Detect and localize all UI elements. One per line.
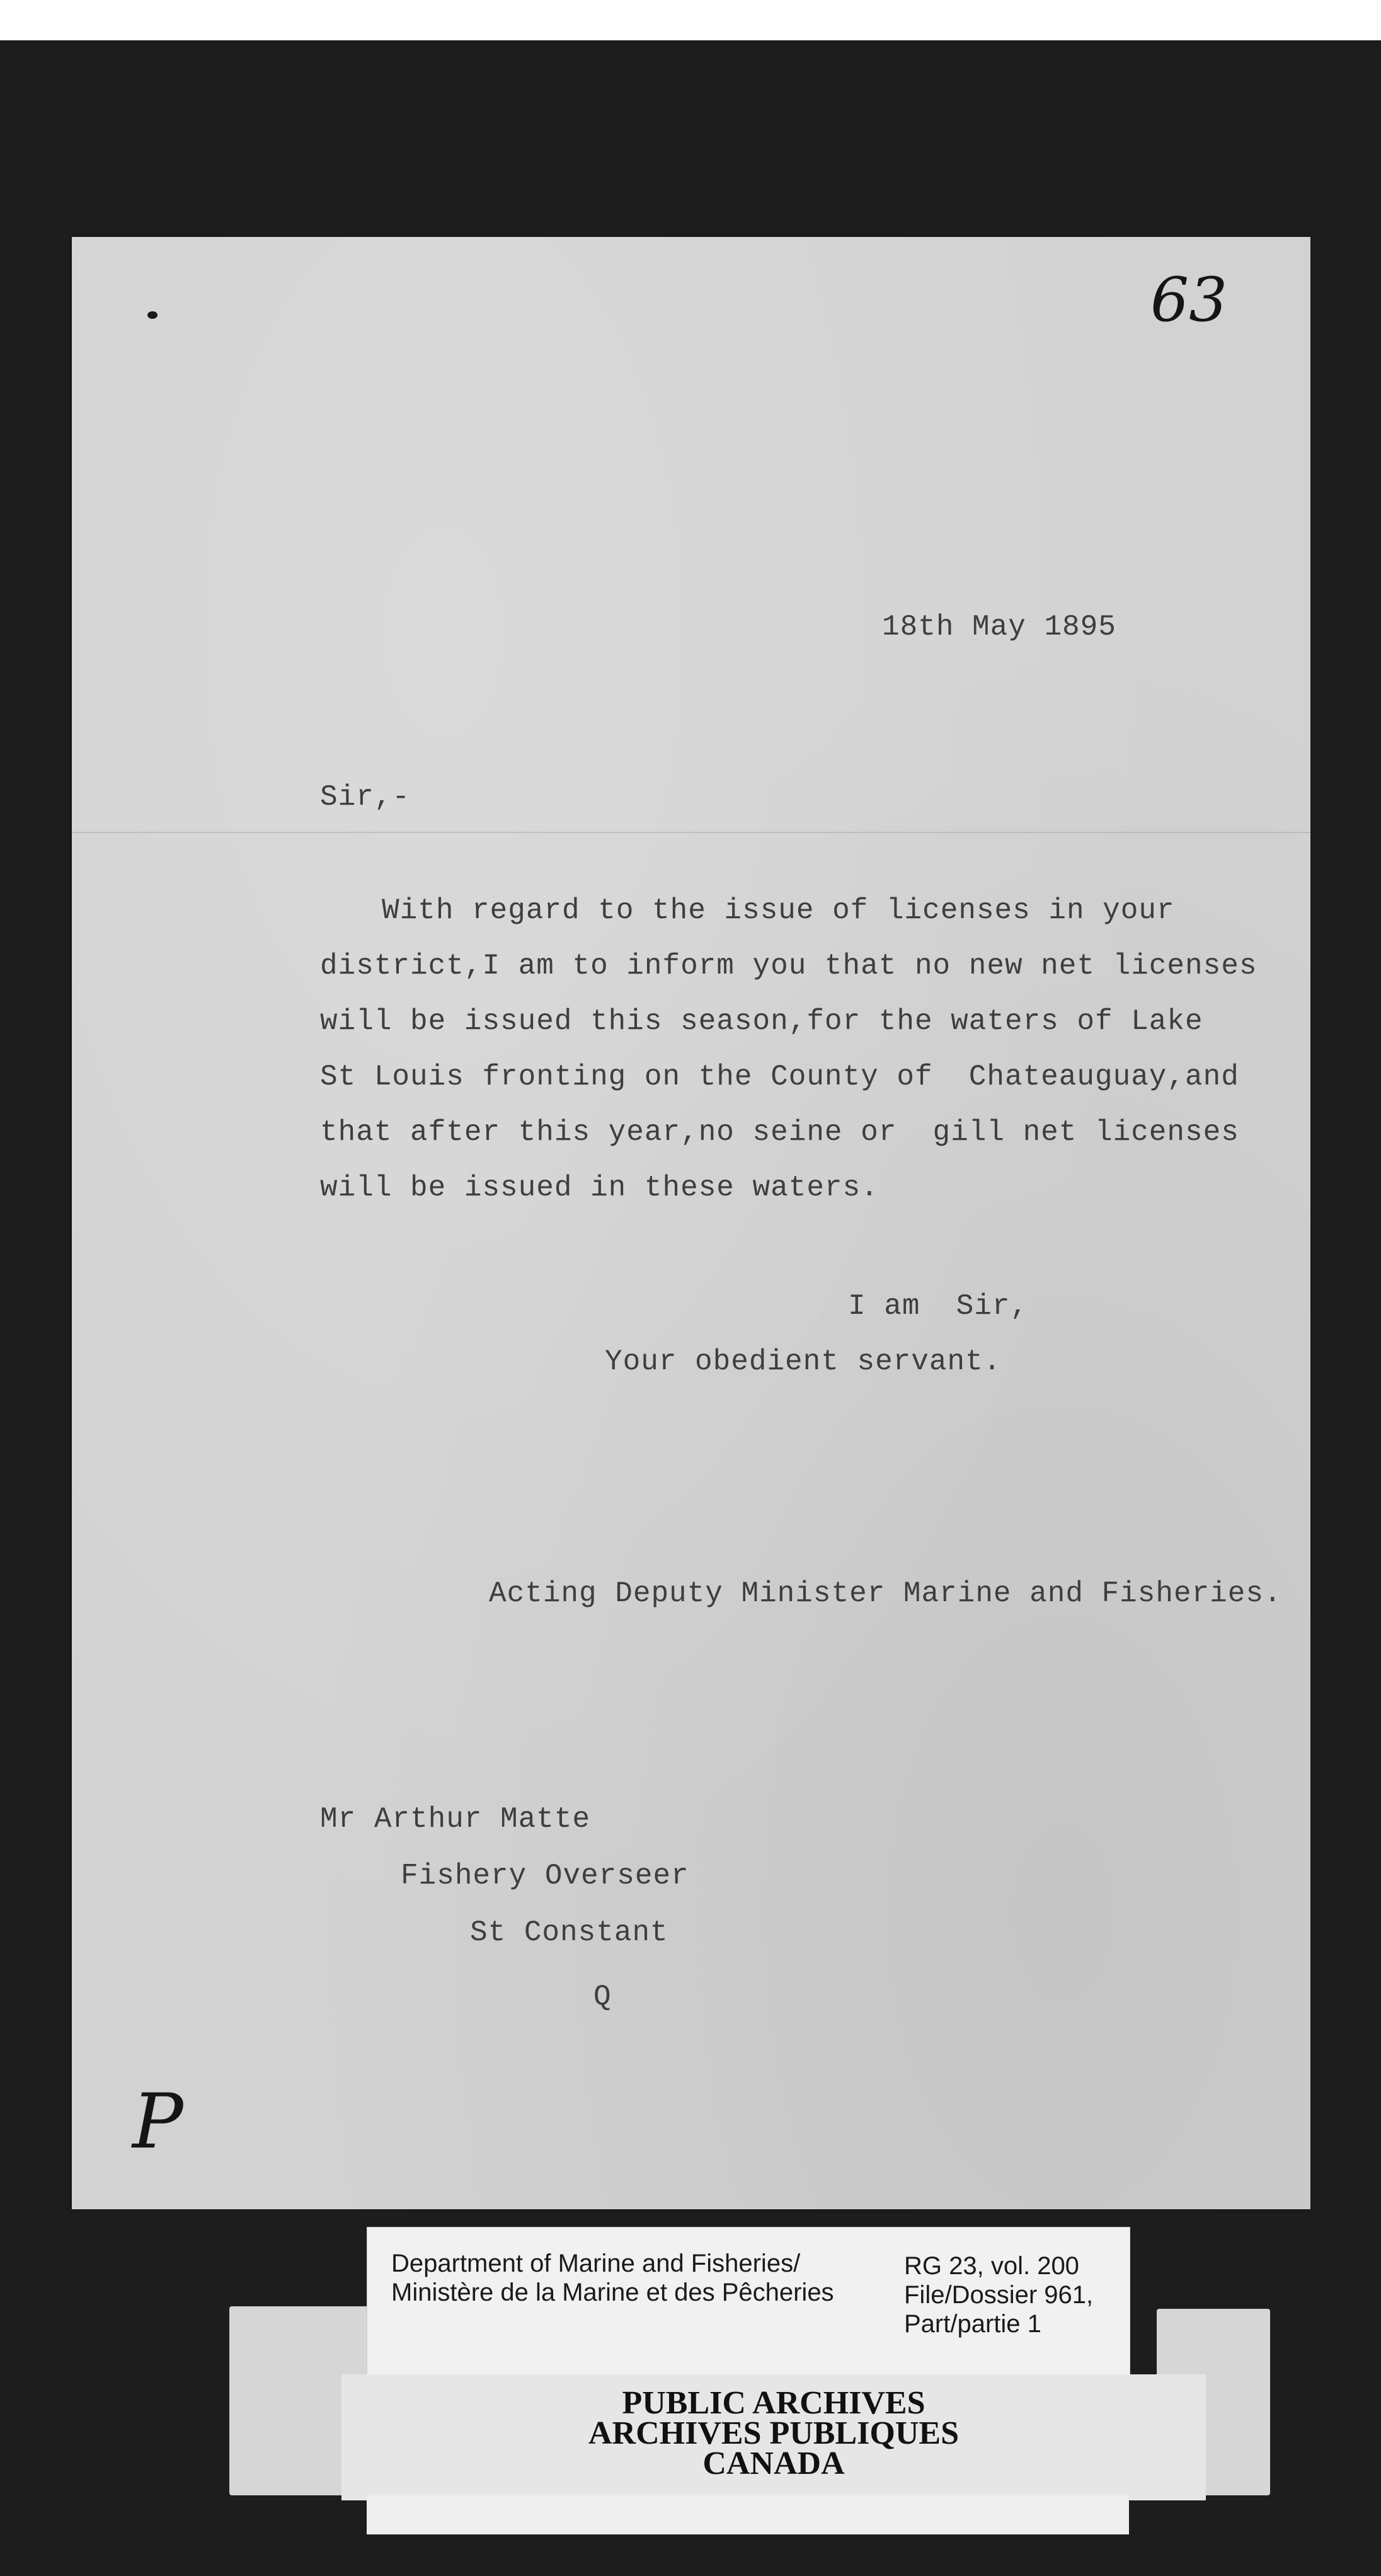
reference-line: Part/partie 1: [904, 2310, 1041, 2338]
archive-reference-label: [367, 2227, 1130, 2377]
reference-line: File/Dossier 961,: [904, 2281, 1094, 2309]
archives-stamp-line: PUBLIC ARCHIVES: [622, 2385, 925, 2421]
letter-body-line: will be issued in these waters.: [320, 1171, 879, 1204]
archives-stamp-line: ARCHIVES PUBLIQUES: [588, 2415, 960, 2451]
department-line: Department of Marine and Fisheries/: [391, 2250, 801, 2277]
archives-stamp-line: CANADA: [702, 2446, 845, 2481]
department-line: Ministère de la Marine et des Pêcheries: [391, 2279, 834, 2306]
letter-closing: I am Sir,: [848, 1290, 1029, 1323]
paper-fold-line: [72, 832, 1310, 833]
letter-closing-servant: Your obedient servant.: [605, 1345, 1002, 1378]
ink-speck: [147, 311, 158, 319]
addressee-line: St Constant: [470, 1916, 668, 1949]
label-bottom-strip: [367, 2495, 1129, 2534]
page-number: 63: [1150, 265, 1228, 335]
department-name: [391, 2249, 834, 2307]
letter-date: 18th May 1895: [882, 611, 1116, 643]
letter-salutation: Sir,-: [320, 781, 411, 814]
addressee-line: Mr Arthur Matte: [320, 1803, 591, 1836]
letter-page: [72, 237, 1310, 2209]
reference-line: RG 23, vol. 200: [904, 2252, 1079, 2280]
margin-mark: P: [132, 2078, 183, 2166]
letter-body-line: will be issued this season,for the waters of Lake: [320, 1005, 1203, 1038]
letter-body-line: With regard to the issue of licenses in your: [382, 894, 1175, 927]
letter-body-line: that after this year,no seine or gill net licenses: [320, 1116, 1239, 1149]
addressee-line: Q: [593, 1981, 612, 2013]
public-archives-stamp: [341, 2374, 1206, 2500]
file-reference: [904, 2251, 1093, 2338]
letter-body-line: district,I am to inform you that no new net licenses: [320, 950, 1258, 982]
archives-stamp-text: [341, 2385, 1206, 2481]
letter-body-line: St Louis fronting on the County of Chateauguay,and: [320, 1061, 1239, 1093]
signature-title: Acting Deputy Minister Marine and Fisheries.: [489, 1577, 1282, 1610]
addressee-line: Fishery Overseer: [401, 1860, 689, 1892]
